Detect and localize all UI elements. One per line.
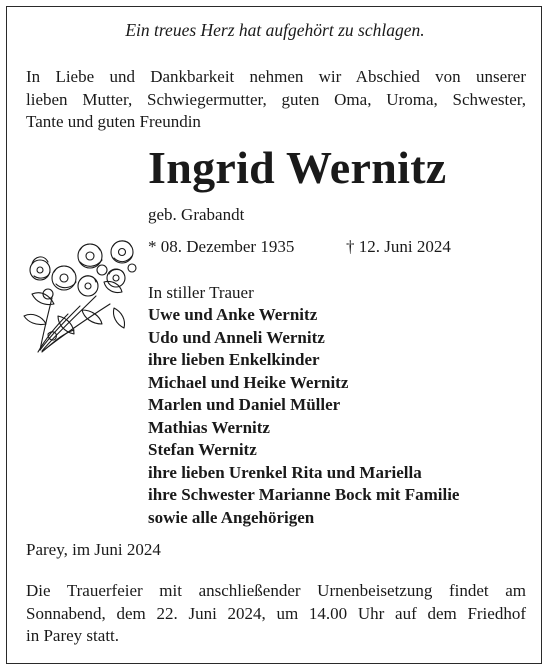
mourner-item: Michael und Heike Wernitz <box>148 372 349 392</box>
motto: Ein treues Herz hat aufgehört zu schlagen. <box>125 20 425 40</box>
mourner-item: Marlen und Daniel Müller <box>148 395 341 414</box>
funeral-line: in Parey statt. <box>26 626 120 645</box>
intro-line: Tante und guten Freundin <box>26 112 201 131</box>
birth-date: * 08. Dezember 1935 <box>148 237 295 256</box>
maiden-name: geb. Grabandt <box>148 205 245 224</box>
intro-line: In Liebe und Dankbarkeit nehmen wir Abschied von unserer <box>26 67 526 86</box>
mourners-list <box>148 304 459 529</box>
mourner-item: Stefan Wernitz <box>148 440 257 459</box>
mourner-item: Mathias Wernitz <box>148 417 270 437</box>
mourner-item: ihre lieben Enkelkinder <box>148 350 320 369</box>
funeral-line: Die Trauerfeier mit anschließender Urnenbeisetzung findet am <box>26 581 526 600</box>
flower-bouquet-icon <box>18 234 142 356</box>
intro-line: lieben Mutter, Schwiegermutter, guten Oma, Uroma, Schwester, <box>26 89 526 109</box>
mourners-heading: In stiller Trauer <box>148 283 254 302</box>
mourner-item: ihre Schwester Marianne Bock mit Familie <box>148 485 460 504</box>
mourner-item: Uwe und Anke Wernitz <box>148 305 318 324</box>
mourner-item: Udo und Anneli Wernitz <box>148 327 325 347</box>
funeral-info <box>26 580 526 648</box>
mourner-item: ihre lieben Urenkel Rita und Mariella <box>148 462 422 482</box>
place-date: Parey, im Juni 2024 <box>26 540 161 559</box>
funeral-line: Sonnabend, dem 22. Juni 2024, um 14.00 Uhr auf dem Friedhof <box>26 603 526 623</box>
deceased-name: Ingrid Wernitz <box>148 142 447 193</box>
mourner-item: sowie alle Angehörigen <box>148 507 315 527</box>
death-date: † 12. Juni 2024 <box>346 237 451 256</box>
intro-text <box>26 66 526 134</box>
